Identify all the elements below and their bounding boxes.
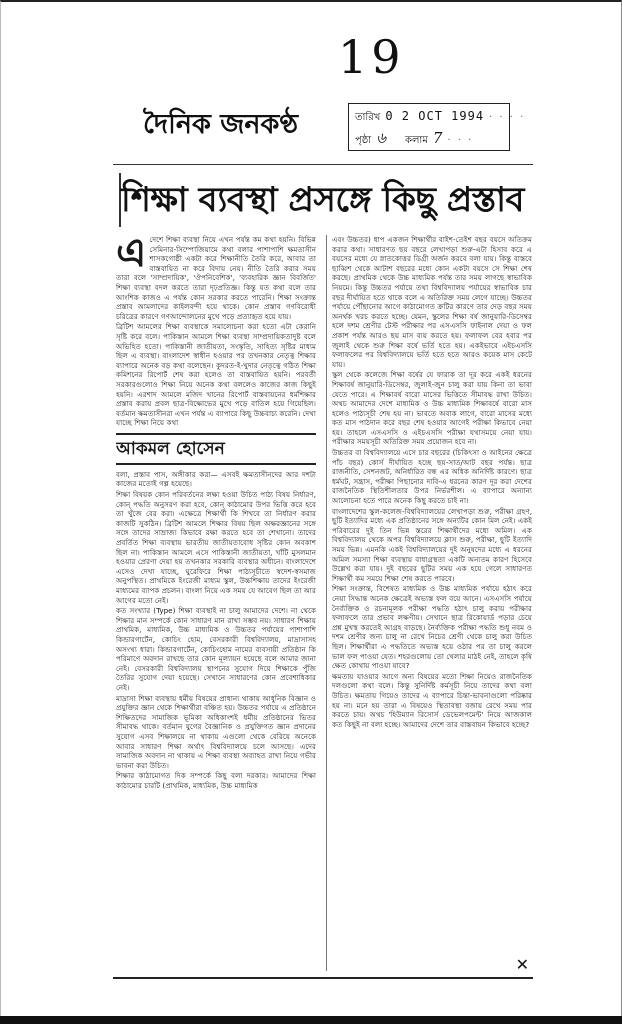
article-paragraph: ব্রিটিশ আমলের শিক্ষা ব্যবস্থাকে সমালোচনা করা হতো এটা কেরানি সৃষ্টি করে বলে। পাকিস্তান আমলে শিক্ষা ব্যবস্থা সাম্প্রদায়িকতাদুষ্ট বলে অভিহিত হতো। পাকিস্তানী জাতীয়তা, সংস্কৃতি, সাহিত্য সৃষ্টির মাধ্যম ছিল এ ব্যবস্থা। বাংলাদেশ স্বাধীন হওয়ার পর তখনকার নেতৃত্ব শিক্ষার ব্যাপারে অনেক বড় কথা বলেছেন। কুদরত-ই-খুদার নেতৃত্বে গঠিত শিক্ষা কমিশনের রিপোর্ট শেষ করা হলেও তা বাস্তবায়িত হয়নি। পরবর্তী সরকারগুলোও শিক্ষা নিয়ে অনেক কথা বললেও কাজের কাজ কিছুই হয়নি। এরশাদ আমলে মজিদ খানের রিপোর্ট বাস্তবায়নের ধর্মশিক্ষার প্রস্তাব করায় প্রবল ছাত্র-বিক্ষোভের মুখে পড়ে বাতিল হয়ে গিয়েছিল। বর্তমান ক্ষমতাসীনরা এখন পর্যন্ত এ ব্যাপারে কিছু উচ্চবাচ্য করেনি। দেখা যাচ্ছে শিক্ষা নিয়ে কথা — [116, 322, 316, 428]
article-paragraph: ক্ষমতায় যাওয়ার আগে অন্য বিষয়ের মতো শিক্ষা নিয়েও রাজনৈতিক দলগুলো কথা বলে। কিন্তু সুনির্দিষ্ট কর্মসূচী নিয়ে তাদের কথা বলা উচিত। ক্ষমতায় গিয়েও তাদের এ ব্যাপারে চিন্তা-ভাবনাগুলো পরিষ্কার হয় না। মনে হয় তারা এ বিষয়েও স্থিতাবস্থা বজায় রেখে সময় পার করতে চায়। অথচ 'হিউম্যান রিসোর্স ডেভেলপমেন্ট' নিয়ে আজকাল কত কিছুই না বলা হচ্ছে। আমাদের দেশে তার বাস্তবায়ন কিভাবে হচ্ছে? — [332, 671, 532, 729]
article-paragraph: বাংলাদেশের স্কুল-কলেজ-বিশ্ববিদ্যালয়ের লেখাপড়া শুরু, পরীক্ষা গ্রহণ, ছুটি ইত্যাদির মধ্যে এক প্রতিষ্ঠানের সঙ্গে অন্যটির কোন মিল নেই। একই পরিবারের দুই তিন ভিন্ন স্তরের শিক্ষার্থীদের মধ্যে অমিল। এক বিশ্ববিদ্যালয় থেকে অপর বিশ্ববিদ্যালয়ে ক্লাস শুরু, পরীক্ষা, ছুটি ইত্যাদি সময় ভিন্ন। এমনকি একই বিশ্ববিদ্যালয়ের দুই অনুষদের মধ্যে এ ধরনের অমিল সমস্যা শিক্ষা ব্যবস্থায় বাধাগ্রস্থতা একটি অন্যতম কারণ হিসেবে উল্লেখ করা যায়। দুই বছরের ছুটির সময় এক হয়ে গেলে সাধারণত শিক্ষার্থী কম সময়ে শিক্ষা শেষ করতে পারবে। — [332, 506, 532, 583]
newspaper-name: দৈনিক জনকণ্ঠ — [143, 109, 299, 140]
author-byline: আকমল হোসেন — [116, 433, 316, 465]
date-stamp — [348, 103, 526, 151]
article-paragraph: এবং উচ্চতর) ধাপ একজন শিক্ষার্থীর বাইশ-তেইশ বছর বয়সে অতিক্রম করার কথা। সাধারণত ছয় বছরে লেখাপড়া শুরু-এটা হিসাব করে এ বয়সের মধ্যে যে স্নাতকোত্তর ডিগ্রী অর্জন করবে বলা যায়। কিন্তু বাস্তবে ছাব্বিশ থেকে আটাশ বছরের মধ্যে কোন একটা বয়সে সে শিক্ষা শেষ করছে। প্রাথমিক থেকে উচ্চ মাধ্যমিক পর্যন্ত তার সময় লাগছে স্বাভাবিক নিয়মে। কিন্তু উচ্চতর পর্যায়ে তথা বিশ্ববিদ্যালয় পর্যায়ের স্বাভাবিক চার বছর দীর্ঘায়িত হতে থাকে বলে এ অতিরিক্ত সময় লেগে যাচ্ছে। উচ্চতর পর্যায়ে পৌঁছানোর আগে কাঠামোগত ক্রটির কারণে তার দেড় বছর সময় অনর্থক খরচ করতে হচ্ছে। যেমন, স্কুলের শিক্ষা বর্ষ জানুয়ারি-ডিসেম্বর হলে দশম শ্রেণীর টেস্ট পরীক্ষার পর এসএসসি ফাইনাল দেয়া ও ফল প্রকাশ পর্যন্ত আরও ছয় মাস ব্যয় করতে হয়। ফলাফল বের হবার পর জুলাই থেকে শুরু শিক্ষা বর্ষে ভর্তি হতে হয়। একইভাবে এইচএসসি ফলাফলের পর বিশ্ববিদ্যালয়ে ভর্তি হতে হতে আরও কয়েক মাস কেটে যায়। — [332, 235, 532, 369]
article-column-left — [116, 235, 316, 971]
article-paragraph: শিক্ষা বিষয়ক কোন পরিবর্তনের লক্ষ্য হওয়া উচিত পাঠ্য বিষয় নির্ধারণ, কোন্ পদ্ধতি অনুসরণ করা হবে, কোন্ কাঠামোর উপর ভিত্তি করে হবে তা খুঁজে বের করা। এক্ষেত্রে শিক্ষার্থী কি শিখবে তা নির্ধারণ করার কাজটি সুকঠিন। ব্রিটিশ আমলে শিক্ষার বিষয় ছিল অক্ষরজ্ঞানের সঙ্গে সঙ্গে তাদের সাম্রাজ্য কিভাবে রক্ষা করতে হবে তা শেখানো। তাদের প্রবর্তিত শিক্ষা ব্যবস্থায় ভারতীয় জাতীয়তাবোধ সৃষ্টির কোন অবকাশ ছিল না। পাকিস্তান আমলে এসে পাকিস্তানী জাতীয়তা, খাঁটি মুসলমান হওয়ার প্রেরণা দেয়া হয় তখনকার সরকারি ব্যবস্থার অধীনে। বাংলাদেশে এসেও দেখা যাচ্ছে, ঘুরেফিরে শিক্ষা পাঠ্যসূচীতে স্বদেশ-স্বসমাজ অনুপস্থিত। প্রাথমিকে ইংরেজী মাধ্যম স্কুল, উচ্চশিক্ষায় তাদের ইংরেজী মাধ্যমের ব্যাপক প্রচলন। বাংলা নিয়ে এক সময় যে আবেগ ছিল তা আর আগের মতো নেই। — [116, 490, 316, 605]
article-paragraph: দেশে শিক্ষা ব্যবস্থা নিয়ে এখন পর্যন্ত কম কথা হয়নি। বিভিন্ন সেমিনার-সিম্পোজিয়ামে কথা বলার পাশাপাশি ক্ষমতাসীন শাসকগোষ্ঠী একটা করে শিক্ষানীতি তৈরি করে, আবার তা বাস্তবায়িত না করে বিদায় নেয়। নীতি তৈরি করার সময় তারা বলে 'সাম্প্রদায়িক', 'ঔপনিবেশিক', 'ব্যবহারিক জ্ঞান বিবর্জিত' শিক্ষা ব্যবস্থা বদল করতে তারা দৃঢ়প্রতিজ্ঞ। কিন্তু যত কথা বলে তার আংশিক কাজও এ পর্যন্ত কোন সরকার করতে পারেনি। শিক্ষা সংক্রান্ত প্রস্তাব আমলাদের কাইলবন্দী হয়ে থাকে। কোন প্রস্তাব গণবিরোধী চরিত্রের কারণে গণআন্দোলনের মুখে পড়ে প্রত্যাহৃত হয়ে যায়। — [116, 235, 316, 321]
article-paragraph: কত সংখ্যার (Type) শিক্ষা ব্যবস্থাই না চালু আমাদের দেশে। না থেকে শিক্ষার মান সম্পর্কে কোন সাধারণ মান রাখা সম্ভব নয়। সাধারণ শিক্ষায় প্রাথমিক, মাধ্যমিক, উচ্চ মাধ্যমিক ও উচ্চতর পর্যায়ের পাশাপাশি কিন্ডারগার্টেন, কোচিং হোম, বেসরকারী বিশ্ববিদ্যালয়, মাদ্রাসাসহ অসংখ্য ধারা। কিন্ডারগার্টেন, কোচিংহোম নামের ব্যবসায়ী প্রতিষ্ঠান কি পরিমাণে অবদান রাখছে তার কোন মূল্যায়ন হয়েছে বলে আমার জানা নেই। বেসরকারী বিশ্ববিদ্যালয় স্থাপনের সুযোগ দিয়ে শিক্ষাকে পুঁজি তৈরির সুযোগ দেয়া হয়েছে। সেখানে সাধারণের কোন প্রবেশাধিকার নেই। — [116, 606, 316, 692]
clipping-bottom-edge — [113, 973, 533, 979]
article-paragraph: মাদ্রাসা শিক্ষা ব্যবস্থায় ধর্মীয় বিষয়ের প্রাধান্য থাকায় আধুনিক বিজ্ঞান ও প্রযুক্তির জ্ঞান থেকে শিক্ষার্থীরা বঞ্চিত হয়। উচ্চতর পর্যায়ে এ প্রতিষ্ঠানে শিক্ষিতদের সামাজিক ভূমিকা অধিকাংশই ধর্মীয় প্রতিষ্ঠানের ভিতর সীমাবদ্ধ থাকে। বর্তমান যুগের বৈজ্ঞানিক ও প্রযুক্তিগত জ্ঞান প্রদানের সুযোগ এসব শিক্ষালয়ে না থাকায় এগুলো থেকে বেরিয়ে অনেকে আবার সাধারণ শিক্ষা অর্থাৎ বিশ্ববিদ্যালয়ে চলে আসছে। এদের সামাজিক অবদান না থাকায় এ শিক্ষা ব্যবস্থা অব্যাহত রাখা নিয়ে গভীর ভাবনা করা উচিত। — [116, 693, 316, 770]
stamp-page-value: ৬ — [376, 129, 386, 147]
stamp-page-label: পৃষ্ঠা — [355, 135, 372, 146]
handwritten-page-number: 19 — [338, 30, 405, 84]
article-column-right — [326, 235, 532, 971]
stamp-date-value: 0 2 OCT 1994 — [385, 109, 485, 123]
stamp-column-label: কলাম — [404, 135, 428, 146]
scan-bottom-edge — [0, 1016, 622, 1024]
article-paragraph: বলা, প্রস্তাব পাস, অঙ্গীকার করা— এসবই ক্ষমতাসীনদের আর দশটা কাজের মতোই গল্প হয়েছে। — [116, 469, 316, 489]
stamp-date-label: তারিখ — [355, 112, 381, 123]
article-paragraph: স্কুল থেকে কলেজে শিক্ষা বর্ষের যে ফারাক তা দূর করে একই ধরনের শিক্ষাবর্ষ জানুয়ারি-ডিসেম্বর, জুলাই-জুন চালু করা যায় কিনা তা ভাবা যেতে পারে। এ শিক্ষাবর্ষ বারো মাসের ভিত্তিতে সীমাবদ্ধ রাখা উচিত। অথচ আমাদের দেশে মাধ্যমিক ও উচ্চ মাধ্যমিক শিক্ষাবর্ষে বারো মাস হলেও পাঠ্যসূচী শেষ হয় না। ভাবতে অবাক লাগে, বারো মাসের মধ্যে কত মাস পাঠদান করে বছর শেষ হওয়ার আগেই পরীক্ষা কিভাবে নেয়া হয়। তাহলে এসএসসি ও এইচএসসি পরীক্ষা যথাসময়ে নেয়া যায়। পরীক্ষার সময়সূচী অতিরিক্ত সময় প্রয়োজন হবে না। — [332, 370, 532, 447]
article-headline: শিক্ষা ব্যবস্থা প্রসঙ্গে কিছু প্রস্তাব — [119, 173, 531, 227]
article-paragraph: উচ্চতর বা বিশ্ববিদ্যালয়ে এসে চার বছরের (চিকিৎসা ও আইনের ক্ষেত্রে পাঁচ বছর) কোর্স দীর্ঘায়িত হচ্ছে ছয়-সাত/আট বছর পর্যন্ত। ছাত্র রাজনীতি, সেশনজট, অনির্ধারিত বন্ধ এর অধিক অনির্দিষ্ট কারণে। ছাত্র ধর্মঘট, সন্ত্রাস, পরীক্ষা পিছানোর দাবি-এ ধরনের কারণ দূর করা দেশের রাজনৈতিক স্থিতিশীলতার উপর নির্ভরশীল। এ ব্যাপারে অন্যান্য আলোচনা হতে পারে অনেক কিছু করতে চাই না। — [332, 448, 532, 506]
stamp-column-value: 7 — [432, 129, 443, 147]
check-mark-icon: ✕ — [515, 955, 529, 974]
article-paragraph: শিক্ষার কাঠামোগত দিক সম্পর্কে কিছু বলা দরকার। আমাদের শিক্ষা কাঠামোর চারটি (প্রাথমিক, মাধ্যমিক, উচ্চ মাধ্যমিক — [116, 771, 316, 790]
stamp-date-row — [355, 106, 526, 128]
stamp-dotted-line: · · · · — [489, 112, 526, 123]
stamp-page-row — [355, 128, 503, 151]
article-paragraph: শিক্ষা সংক্রান্ত, বিশেষত মাধ্যমিক ও উচ্চ মাধ্যমিক পর্যায়ে হঠাৎ করে নেয়া সিদ্ধান্ত অনেক ক্ষেত্রেই অভ্যস্ত ফল বয়ে আনে। এসএসসি পর্যায়ে নৈর্ব্যক্তিক ও রচনামূলক পরীক্ষা পদ্ধতি হঠাৎ চালু করায় পরীক্ষার ফলাফলে তার প্রভাব লক্ষণীয়। সেখানে ছাত্র রিকোয়ার্ড পড়ার চেয়ে প্রশ্ন মুখস্থ করতেই আগ্রহ বাড়ছে। নৈর্ব্যক্তিক পরীক্ষা পদ্ধতি শুধু নবম ও দশম শ্রেণীর জন্য চালু না রেখে নিচের শ্রেণী থেকে চালু করা উচিত ছিল। শিক্ষার্থীরা এ পদ্ধতিতে অভ্যস্ত হয়ে ওঠার পর তা চালু করলে ভাল ফল পাওয়া যেত। শহরগুলোয় তো খেলার মাঠই নেই, তাহলে কৃষি ক্ষেত কোথায় পাওয়া যাবে? — [332, 584, 532, 671]
stamp-dotted-line-2: · · · — [447, 135, 474, 146]
drop-cap: এ — [116, 235, 147, 276]
article-clipping — [113, 164, 533, 981]
